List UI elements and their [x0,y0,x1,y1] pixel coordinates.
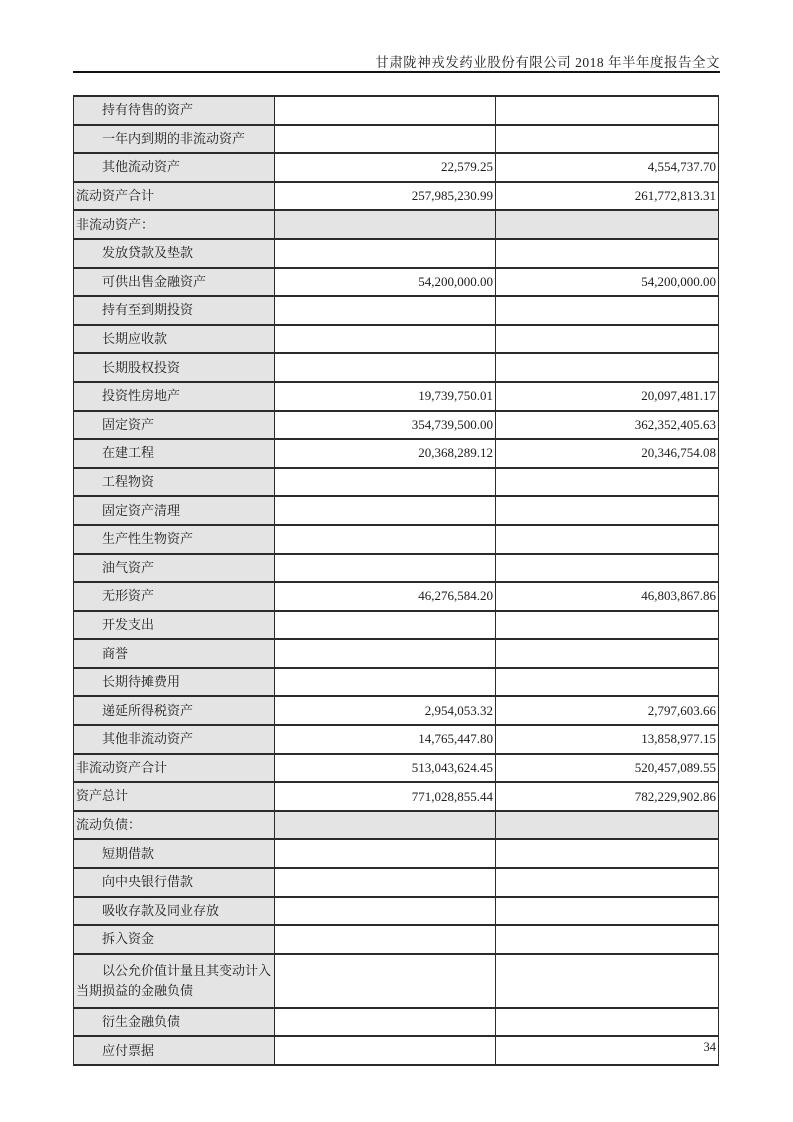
row-label-cell: 一年内到期的非流动资产 [74,125,275,154]
value-cell-col2 [496,125,719,154]
value-cell-col2 [496,496,719,525]
table-row [74,611,719,640]
row-label-cell: 吸收存款及同业存放 [74,897,275,926]
table-row [74,868,719,897]
row-label-cell: 应付票据 [74,1036,275,1065]
value-cell-col2: 782,229,902.86 [496,782,719,811]
value-cell-col2 [496,296,719,325]
section-header-row [74,811,719,840]
row-label-cell: 长期应收款 [74,325,275,354]
value-cell-col2 [496,954,719,1008]
balance-sheet-table [73,95,719,1066]
table-row [74,296,719,325]
row-label-cell: 资产总计 [74,782,275,811]
value-cell-col2: 20,346,754.08 [496,439,719,468]
row-label-cell: 非流动资产合计 [74,754,275,783]
value-cell-col2 [496,239,719,268]
row-label-cell: 向中央银行借款 [74,868,275,897]
row-label-cell: 固定资产 [74,411,275,440]
table-row [74,582,719,611]
value-cell-col1 [275,353,496,382]
value-cell-col2: 4,554,737.70 [496,153,719,182]
value-cell-col1: 19,739,750.01 [275,382,496,411]
value-cell-col1 [275,468,496,497]
value-cell-col2 [496,468,719,497]
value-cell-col2 [496,639,719,668]
header-divider-rule [73,71,720,73]
value-cell-col2 [496,554,719,583]
value-cell-col1 [275,125,496,154]
value-cell-col2 [496,811,719,840]
value-cell-col1 [275,96,496,125]
table-row [74,639,719,668]
table-row [74,696,719,725]
value-cell-col1 [275,525,496,554]
row-label-cell: 投资性房地产 [74,382,275,411]
table-row [74,754,719,783]
row-label-cell: 持有待售的资产 [74,96,275,125]
row-label-cell: 其他流动资产 [74,153,275,182]
value-cell-col2 [496,611,719,640]
table-row [74,353,719,382]
page-number: 34 [703,1040,716,1054]
value-cell-col2 [496,325,719,354]
table-row [74,897,719,926]
value-cell-col1 [275,210,496,239]
table-row [74,1008,719,1037]
row-label-cell: 开发支出 [74,611,275,640]
value-cell-col1: 14,765,447.80 [275,725,496,754]
value-cell-col2 [496,925,719,954]
row-label-cell: 持有至到期投资 [74,296,275,325]
value-cell-col1: 22,579.25 [275,153,496,182]
table-row [74,182,719,211]
table-row [74,496,719,525]
table-row [74,411,719,440]
value-cell-col1 [275,839,496,868]
table-row [74,325,719,354]
value-cell-col2: 362,352,405.63 [496,411,719,440]
value-cell-col2 [496,897,719,926]
table-row [74,468,719,497]
value-cell-col2: 46,803,867.86 [496,582,719,611]
value-cell-col2: 2,797,603.66 [496,696,719,725]
value-cell-col2: 54,200,000.00 [496,268,719,297]
value-cell-col1: 513,043,624.45 [275,754,496,783]
value-cell-col2 [496,210,719,239]
table-row [74,239,719,268]
row-label-cell: 在建工程 [74,439,275,468]
table-row [74,554,719,583]
value-cell-col1 [275,668,496,697]
value-cell-col1 [275,1008,496,1037]
value-cell-col2 [496,1008,719,1037]
table-row [74,125,719,154]
row-label-cell: 发放贷款及垫款 [74,239,275,268]
value-cell-col2: 261,772,813.31 [496,182,719,211]
value-cell-col1: 354,739,500.00 [275,411,496,440]
value-cell-col1: 2,954,053.32 [275,696,496,725]
table-row [74,382,719,411]
value-cell-col1 [275,897,496,926]
value-cell-col1 [275,868,496,897]
value-cell-col1: 54,200,000.00 [275,268,496,297]
table-row [74,954,719,1008]
value-cell-col2 [496,839,719,868]
value-cell-col1 [275,925,496,954]
value-cell-col1: 771,028,855.44 [275,782,496,811]
row-label-cell: 衍生金融负债 [74,1008,275,1037]
row-label-cell: 以公允价值计量且其变动计入当期损益的金融负债 [74,954,275,1008]
value-cell-col2: 13,858,977.15 [496,725,719,754]
row-label-cell: 其他非流动资产 [74,725,275,754]
table-row [74,525,719,554]
value-cell-col2 [496,353,719,382]
value-cell-col2 [496,96,719,125]
value-cell-col1: 46,276,584.20 [275,582,496,611]
table-row [74,725,719,754]
row-label-cell: 短期借款 [74,839,275,868]
table-row [74,668,719,697]
value-cell-col1 [275,325,496,354]
row-label-cell: 固定资产清理 [74,496,275,525]
table-row [74,268,719,297]
report-header-title: 甘肃陇神戎发药业股份有限公司 2018 年半年度报告全文 [375,55,720,70]
value-cell-col1 [275,296,496,325]
table-row [74,96,719,125]
value-cell-col1: 257,985,230.99 [275,182,496,211]
value-cell-col1 [275,496,496,525]
value-cell-col2 [496,525,719,554]
row-label-cell: 非流动资产： [74,210,275,239]
table-row [74,153,719,182]
table-row [74,925,719,954]
row-label-cell: 递延所得税资产 [74,696,275,725]
value-cell-col1 [275,954,496,1008]
table-row [74,839,719,868]
value-cell-col1 [275,554,496,583]
table-row [74,782,719,811]
value-cell-col1 [275,611,496,640]
value-cell-col1 [275,811,496,840]
row-label-cell: 流动负债： [74,811,275,840]
value-cell-col1 [275,239,496,268]
value-cell-col1: 20,368,289.12 [275,439,496,468]
row-label-cell: 无形资产 [74,582,275,611]
row-label-cell: 商誉 [74,639,275,668]
value-cell-col2 [496,668,719,697]
row-label-cell: 生产性生物资产 [74,525,275,554]
row-label-cell: 油气资产 [74,554,275,583]
row-label-cell: 流动资产合计 [74,182,275,211]
value-cell-col2 [496,868,719,897]
table-row [74,439,719,468]
value-cell-col1 [275,639,496,668]
value-cell-col2: 520,457,089.55 [496,754,719,783]
section-header-row [74,210,719,239]
row-label-cell: 拆入资金 [74,925,275,954]
row-label-cell: 可供出售金融资产 [74,268,275,297]
value-cell-col2: 20,097,481.17 [496,382,719,411]
row-label-cell: 长期待摊费用 [74,668,275,697]
row-label-cell: 工程物资 [74,468,275,497]
row-label-cell: 长期股权投资 [74,353,275,382]
